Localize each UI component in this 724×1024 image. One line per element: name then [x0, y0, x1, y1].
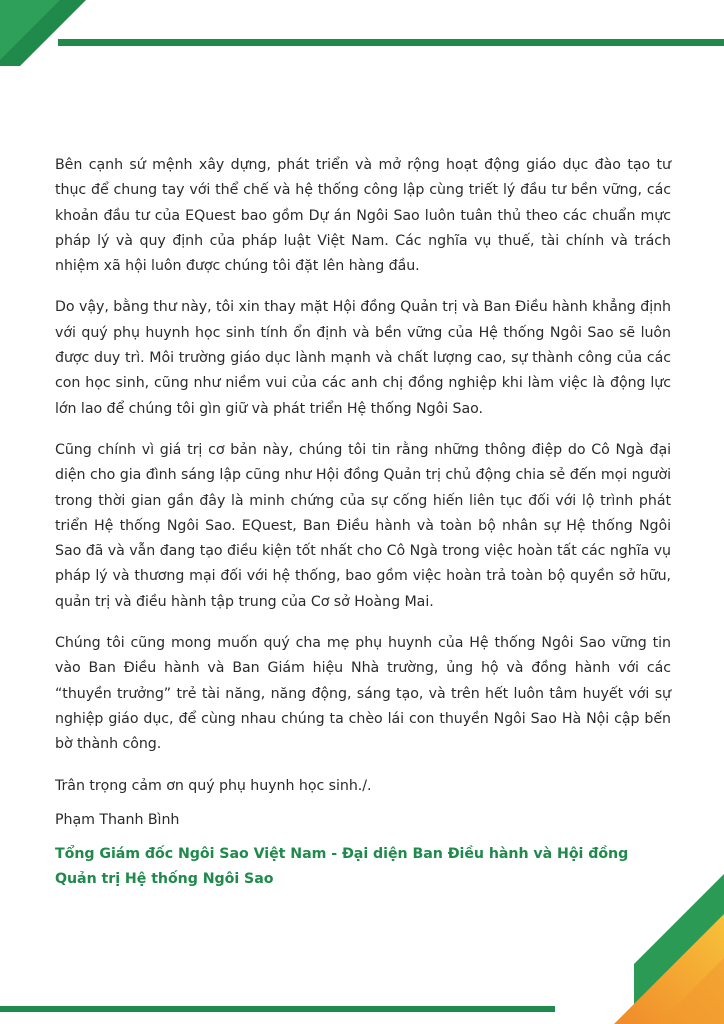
- paragraph-2: Do vậy, bằng thư này, tôi xin thay mặt Hội đồng Quản trị và Ban Điều hành khẳng định với quý phụ huynh học sinh tính ổn định và bền vững của Hệ thống Ngôi Sao sẽ luôn được duy trì. Môi trường giáo dục lành mạnh và chất lượng cao, sự thành công của các con học sinh, cũng như niềm vui của các anh chị đồng nghiệp khi làm việc là động lực lớn lao để chúng tôi gìn giữ và phát triển Hệ thống Ngôi Sao.: [55, 299, 671, 417]
- top-green-bar: [58, 39, 724, 46]
- closing-line: Trân trọng cảm ơn quý phụ huynh học sinh./.: [55, 777, 372, 794]
- paragraph-3: Cũng chính vì giá trị cơ bản này, chúng tôi tin rằng những thông điệp do Cô Ngà đại diện cho gia đình sáng lập cũng như Hội đồng Quản trị chủ động chia sẻ đến mọi người trong thời gian gần đây là minh chứng của sự cống hiến liên tục đối với lộ trình phát triển Hệ thống Ngôi Sao. EQuest, Ban Điều hành và toàn bộ nhân sự Hệ thống Ngôi Sao đã và vẫn đang tạo điều kiện tốt nhất cho Cô Ngà trong việc hoàn tất các nghĩa vụ pháp lý và thương mại đối với hệ thống, bao gồm việc hoàn trả toàn bộ quyền sở hữu, quản trị và điều hành tập trung của Cơ sở Hoàng Mai.: [55, 441, 671, 610]
- paragraph-1: Bên cạnh sứ mệnh xây dựng, phát triển và mở rộng hoạt động giáo dục đào tạo tư thục để chung tay với thể chế và hệ thống công lập cùng triết lý đầu tư bền vững, các khoản đầu tư của EQuest bao gồm Dự án Ngôi Sao luôn tuân thủ theo các chuẩn mực pháp lý và quy định của pháp luật Việt Nam. Các nghĩa vụ thuế, tài chính và trách nhiệm xã hội luôn được chúng tôi đặt lên hàng đầu.: [55, 157, 671, 275]
- bottom-right-corner-decoration: [614, 874, 724, 1024]
- bottom-green-bar: [0, 1006, 555, 1012]
- signer-name: Phạm Thanh Bình: [55, 811, 180, 828]
- letter-body: [55, 153, 671, 909]
- signer-title: Tổng Giám đốc Ngôi Sao Việt Nam - Đại diện Ban Điều hành và Hội đồng Quản trị Hệ thống Ngôi Sao: [55, 846, 629, 888]
- top-left-corner-decoration: [0, 0, 90, 70]
- paragraph-4: Chúng tôi cũng mong muốn quý cha mẹ phụ huynh của Hệ thống Ngôi Sao vững tin vào Ban Điều hành và Ban Giám hiệu Nhà trường, ủng hộ và đồng hành với các “thuyền trưởng” trẻ tài năng, năng động, sáng tạo, và trên hết luôn tâm huyết với sự nghiệp giáo dục, để cùng nhau chúng ta chèo lái con thuyền Ngôi Sao Hà Nội cập bến bờ thành công.: [55, 635, 671, 753]
